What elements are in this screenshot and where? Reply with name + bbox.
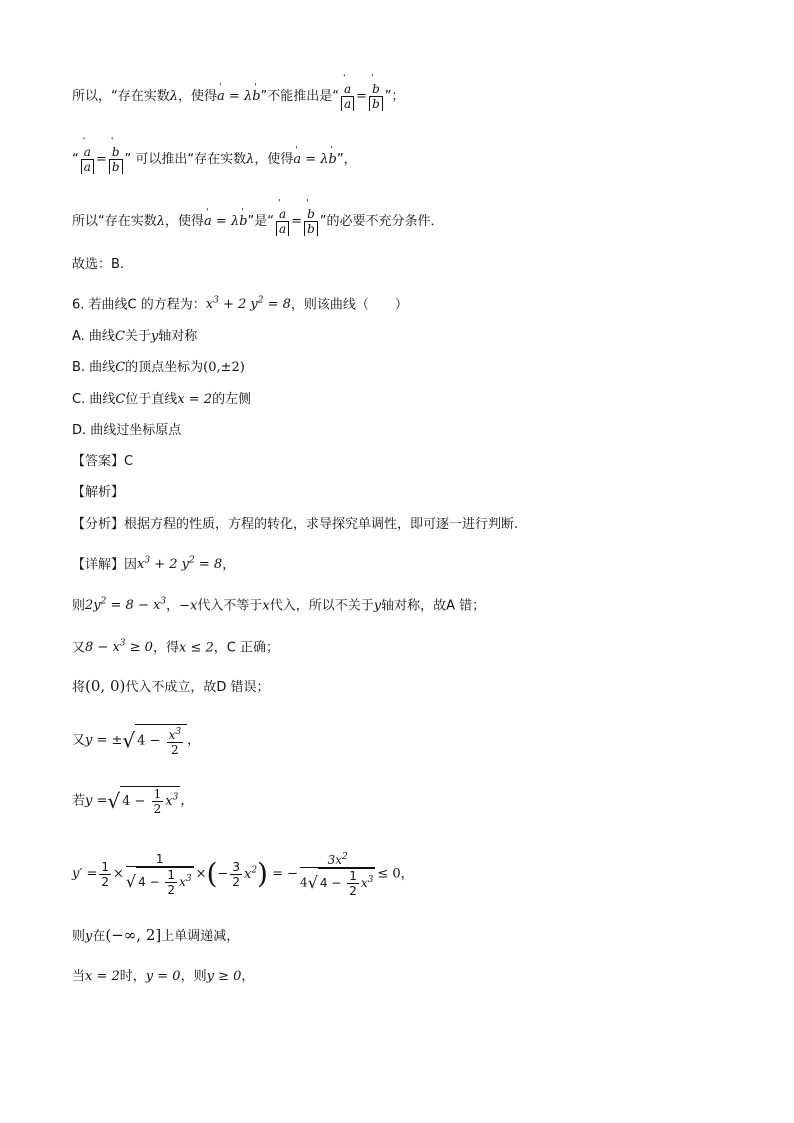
lambda-symbol: λ (156, 214, 165, 229)
text: 代入，所以不关于 (269, 598, 374, 614)
math-a-eq-lambda-b: ' a = λ' b (204, 214, 248, 229)
math-a-eq-lambda-b: ' a = λ' b (293, 152, 337, 167)
text: ，使得 (165, 214, 205, 229)
text: ，得 (152, 640, 179, 656)
unit-vector-b: ' $\frac{b}{b}$ (109, 145, 123, 174)
text: ， (166, 598, 180, 614)
answer-value: C (124, 454, 134, 469)
option-c: C. 曲线C位于直线x = 2的左侧 (72, 392, 252, 407)
analysis-tag: 【解析】 (72, 485, 125, 500)
step-8: 当x = 2时，y = 0，则y ≥ 0， (72, 969, 255, 984)
text: ，使得 (254, 152, 294, 167)
text-line-1: 所以，“存在实数λ，使得' a = λ' b”不能推出是“ ' $\frac{a}{a}$ = ' $\frac{b}{b}$ ”； (72, 82, 405, 111)
text: ”的必要不充分条件． (319, 214, 444, 229)
option-d (72, 422, 181, 440)
text: B. 曲线 (72, 360, 116, 375)
text: ，使得 (178, 89, 218, 104)
text: 轴对称，故A 错； (381, 598, 486, 614)
text: 当 (72, 969, 86, 984)
text: ，C 正确； (213, 640, 279, 656)
unit-vector-b: ' $\frac{b}{b}$ (369, 82, 383, 111)
analysis-line (72, 484, 124, 502)
text: ” 可以推出“存在实数 (124, 152, 247, 167)
text: 代入不成立，故D 错误； (125, 680, 270, 695)
question-6 (72, 292, 408, 314)
text-line-3: 所以“存在实数λ，使得' a = λ' b”是“ ' $\frac{a}{a}$ = ' $\frac{b}{b}$ ”的必要不充分条件． (72, 207, 444, 236)
text: ， (180, 793, 194, 809)
step-1: 则$2y^2 = 8 - x^3$，−x代入不等于x代入，所以不关于y轴对称，故A 错； (72, 597, 486, 614)
text: 将 (72, 680, 86, 695)
text-line-2: “ ' $\frac{a}{a}$ = ' $\frac{b}{b}$ ” 可以推出“存在实数λ，使得' a = λ' b”， (72, 145, 357, 174)
text: 在 (92, 929, 106, 944)
curve-equation: $x^3 + 2$ $y^2 = 8$ (205, 296, 291, 313)
text: 又 (72, 640, 86, 656)
text: 轴对称 (158, 329, 198, 344)
text: ”， (336, 152, 357, 167)
text: “ (72, 152, 79, 167)
text: 的顶点坐标为 (125, 360, 204, 375)
text: 若 (72, 793, 86, 809)
option-b: B. 曲线C的顶点坐标为(0,±2) (72, 360, 245, 375)
text: A. 曲线 (72, 329, 115, 344)
text: 6. 若曲线C 的方程为： (72, 297, 206, 313)
lambda-symbol: λ (169, 89, 178, 104)
answer-tag: 【答案】 (72, 454, 125, 469)
text: ”； (384, 89, 405, 104)
text: 的左侧 (212, 392, 252, 407)
xiangjie-tag: 【详解】 (72, 557, 125, 573)
text: 因 (124, 557, 138, 573)
unit-vector-a: ' $\frac{a}{a}$ (276, 207, 289, 236)
text: ”是“ (247, 214, 274, 229)
step-2: 又$8 - x^3 \ge 0$，得x ≤ 2，C 正确； (72, 639, 279, 656)
xiangjie-line: 【详解】因$x^3 + 2$ $y^2 = 8$， (72, 556, 236, 573)
step-4: 又y = ±√ 4 − $\frac{x^3}{2}$ ， (72, 724, 200, 757)
text: 又 (72, 733, 86, 748)
unit-vector-a: ' $\frac{a}{a}$ (81, 145, 94, 174)
choose-line (72, 256, 124, 274)
unit-vector-b: ' $\frac{b}{b}$ (304, 207, 318, 236)
step-7: 则y在(−∞, 2]上单调递减， (72, 926, 240, 944)
option-a: A. 曲线C关于y轴对称 (72, 329, 198, 344)
fenxi-tag: 【分析】 (72, 517, 125, 532)
text: 所以，“存在实数 (72, 89, 170, 104)
text: ，则该曲线（ ） (290, 297, 408, 313)
lambda-symbol: λ (246, 152, 255, 167)
text: 根据方程的性质，方程的转化，求导探究单调性，即可逐一进行判断. (124, 517, 519, 532)
text: 代入不等于 (197, 598, 263, 614)
text: 时， (119, 969, 146, 984)
text: ，则 (180, 969, 207, 984)
text: 上单调递减， (161, 929, 240, 944)
text: ， (187, 733, 201, 748)
text: 关于 (124, 329, 151, 344)
step-3: 将(0, 0)代入不成立，故D 错误； (72, 677, 270, 695)
text: 故选：B. (72, 257, 125, 272)
text: D. 曲线过坐标原点 (72, 423, 182, 438)
answer-line (72, 453, 133, 471)
text: 所以“存在实数 (72, 214, 157, 229)
fenxi-line (72, 516, 518, 534)
step-5: 若y =√ 4 − $\frac{1}{2}$ $x^3$ ， (72, 787, 194, 816)
derivative-line: y′ = $\frac{1}{2}$ × 1 √ 4 − $\frac{1}{2}$ $x^3$ ×(− $\frac{3}{2}$ $x^2$) = − $3x^2$ 4√ 4 − $\frac{1}{2}$ $x^3$ ≤ 0， (72, 851, 414, 898)
text: 则 (72, 929, 86, 944)
text: 则 (72, 598, 86, 614)
text: C. 曲线 (72, 392, 116, 407)
text: ”不能推出是“ (260, 89, 339, 104)
text: ， (400, 866, 414, 882)
unit-vector-a: ' $\frac{a}{a}$ (341, 82, 354, 111)
math-a-eq-lambda-b: ' a = λ' b (217, 89, 261, 104)
text: 位于直线 (125, 392, 178, 407)
text: ， (222, 557, 236, 573)
text: ， (241, 969, 255, 984)
